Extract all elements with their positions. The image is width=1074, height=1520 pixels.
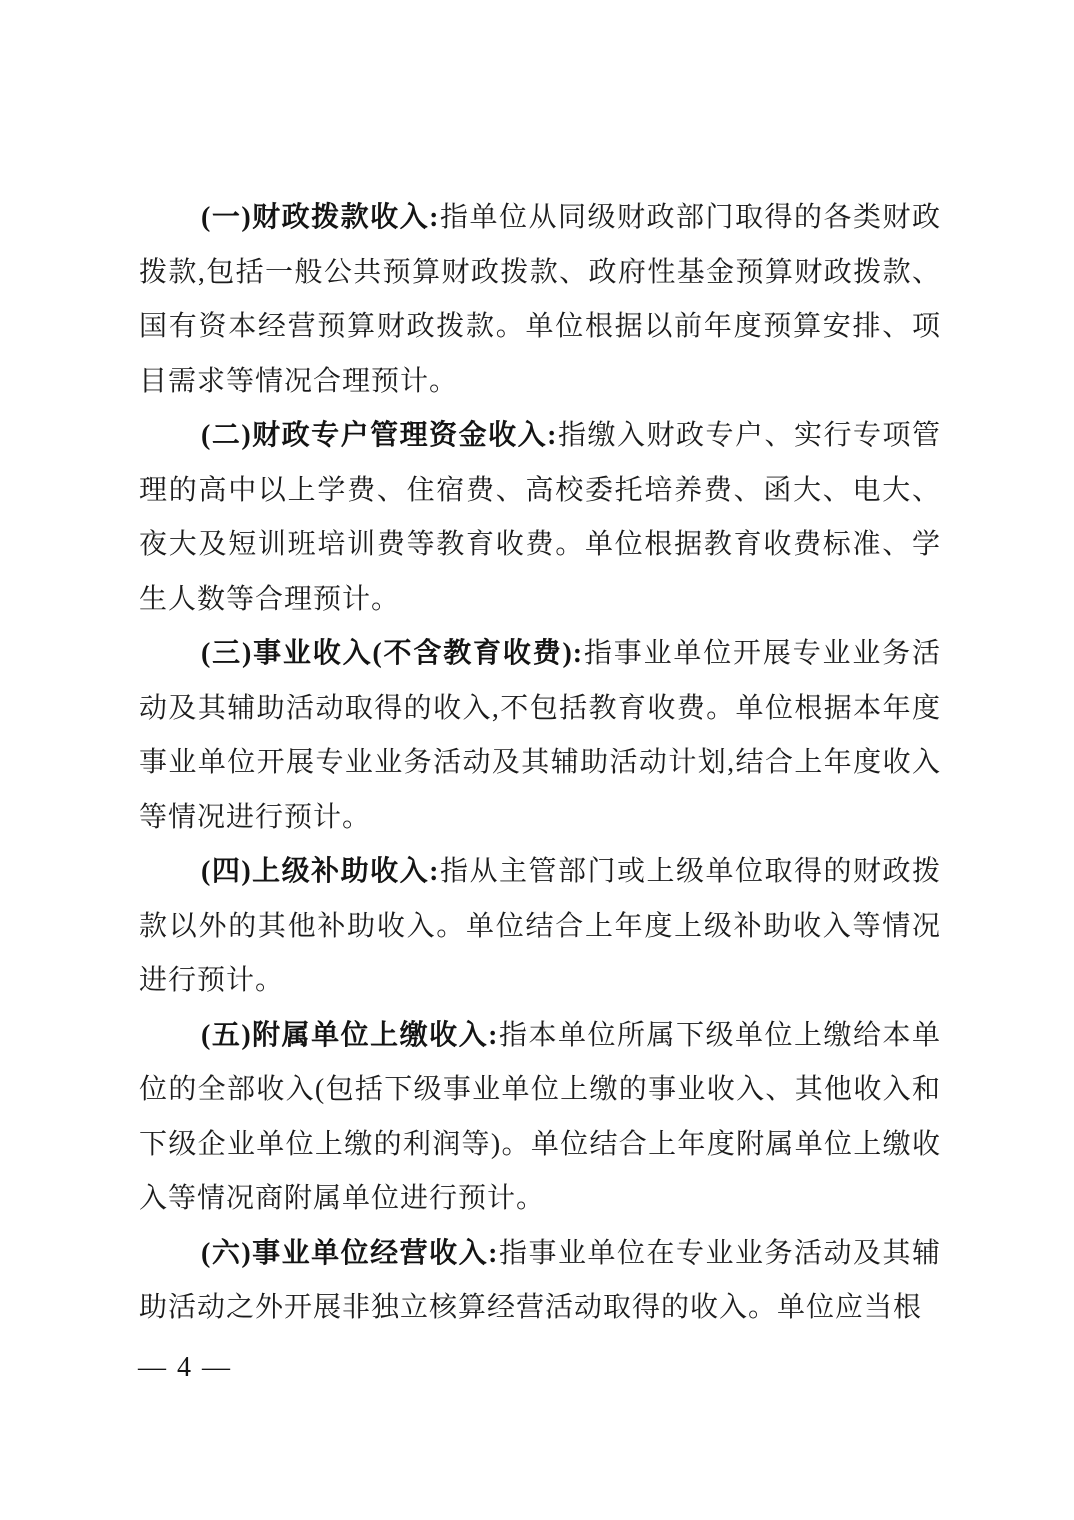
paragraph-3-text: 指事业单位开展专业业务活动及其辅助活动取得的收入,不包括教育收费。单位根据本年度事业单位开展专业业务活动及其辅助活动计划,结合上年度收入等情况进行预计。 — [139, 638, 941, 833]
paragraph-6 — [139, 1227, 941, 1336]
paragraph-1-text: 指单位从同级财政部门取得的各类财政拨款,包括一般公共预算财政拨款、政府性基金预算财政拨款、国有资本经营预算财政拨款。单位根据以前年度预算安排、项目需求等情况合理预计。 — [139, 202, 941, 397]
paragraph-4-heading: (四)上级补助收入: — [201, 856, 440, 887]
paragraph-2-heading: (二)财政专户管理资金收入: — [201, 420, 558, 451]
paragraph-3 — [139, 627, 941, 845]
paragraph-1 — [139, 191, 941, 409]
paragraph-6-text: 指事业单位在专业业务活动及其辅助活动之外开展非独立核算经营活动取得的收入。单位应当根 — [139, 1237, 941, 1323]
paragraph-2 — [139, 409, 941, 627]
page-number: — 4 — — [138, 1352, 232, 1383]
paragraph-2-text: 指缴入财政专户、实行专项管理的高中以上学费、住宿费、高校委托培养费、函大、电大、夜大及短训班培训费等教育收费。单位根据教育收费标准、学生人数等合理预计。 — [139, 420, 941, 615]
paragraph-1-heading: (一)财政拨款收入: — [201, 202, 440, 233]
paragraph-5-heading: (五)附属单位上缴收入: — [201, 1019, 499, 1051]
paragraph-5-text: 指本单位所属下级单位上缴给本单位的全部收入(包括下级事业单位上缴的事业收入、其他收入和下级企业单位上缴的利润等)。单位结合上年度附属单位上缴收入等情况商附属单位进行预计。 — [139, 1019, 941, 1214]
paragraph-6-heading: (六)事业单位经营收入: — [201, 1237, 499, 1269]
paragraph-5 — [139, 1009, 941, 1227]
paragraph-4 — [139, 845, 941, 1009]
paragraph-4-text: 指从主管部门或上级单位取得的财政拨款以外的其他补助收入。单位结合上年度上级补助收入等情况进行预计。 — [139, 856, 941, 996]
document-body — [139, 191, 941, 1336]
paragraph-3-heading: (三)事业收入(不含教育收费): — [201, 638, 584, 669]
